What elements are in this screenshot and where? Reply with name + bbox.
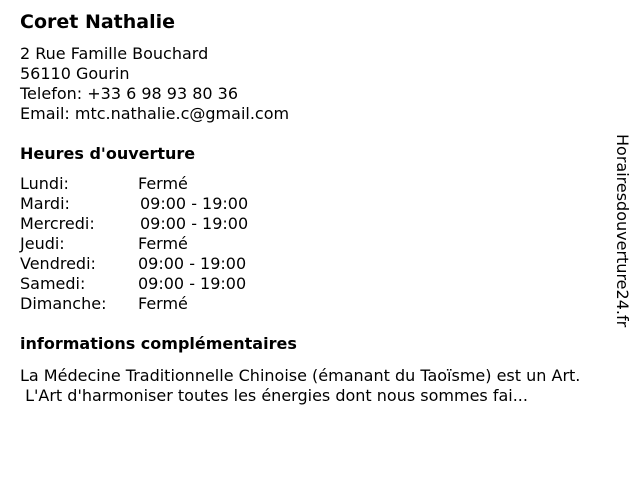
time-value: Fermé <box>138 294 188 313</box>
email-address: Email: mtc.nathalie.c@gmail.com <box>20 104 290 123</box>
info-heading: informations complémentaires <box>20 334 297 353</box>
address-street: 2 Rue Famille Bouchard <box>20 44 209 63</box>
hours-row-tuesday <box>20 194 620 214</box>
hours-row-thursday <box>20 234 620 254</box>
business-name: Coret Nathalie <box>20 11 176 33</box>
time-value: Fermé <box>138 234 188 253</box>
hours-row-wednesday <box>20 214 620 234</box>
day-label: Samedi: <box>20 274 86 293</box>
address-city: 56110 Gourin <box>20 64 130 83</box>
hours-row-friday <box>20 254 620 274</box>
contact-block <box>20 44 620 124</box>
time-value: 09:00 - 19:00 <box>140 194 249 213</box>
day-label: Vendredi: <box>20 254 96 273</box>
time-value: 09:00 - 19:00 <box>140 214 249 233</box>
day-label: Mercredi: <box>20 214 95 233</box>
time-value: Fermé <box>138 174 188 193</box>
info-description <box>20 366 635 406</box>
time-value: 09:00 - 19:00 <box>138 274 247 293</box>
day-label: Lundi: <box>20 174 69 193</box>
site-watermark: Horairesdouverture24.fr <box>613 134 632 328</box>
opening-hours-table <box>20 174 620 314</box>
hours-heading: Heures d'ouverture <box>20 144 196 163</box>
day-label: Jeudi: <box>20 234 65 253</box>
day-label: Mardi: <box>20 194 70 213</box>
hours-row-saturday <box>20 274 620 294</box>
business-card <box>20 8 620 406</box>
hours-row-monday <box>20 174 620 194</box>
info-line-2: L'Art d'harmoniser toutes les énergies dont nous sommes fai... <box>20 386 528 405</box>
phone-number: Telefon: +33 6 98 93 80 36 <box>20 84 239 103</box>
hours-row-sunday <box>20 294 620 314</box>
info-line-1: La Médecine Traditionnelle Chinoise (émanant du Taoïsme) est un Art. <box>20 366 581 385</box>
time-value: 09:00 - 19:00 <box>138 254 247 273</box>
day-label: Dimanche: <box>20 294 107 313</box>
